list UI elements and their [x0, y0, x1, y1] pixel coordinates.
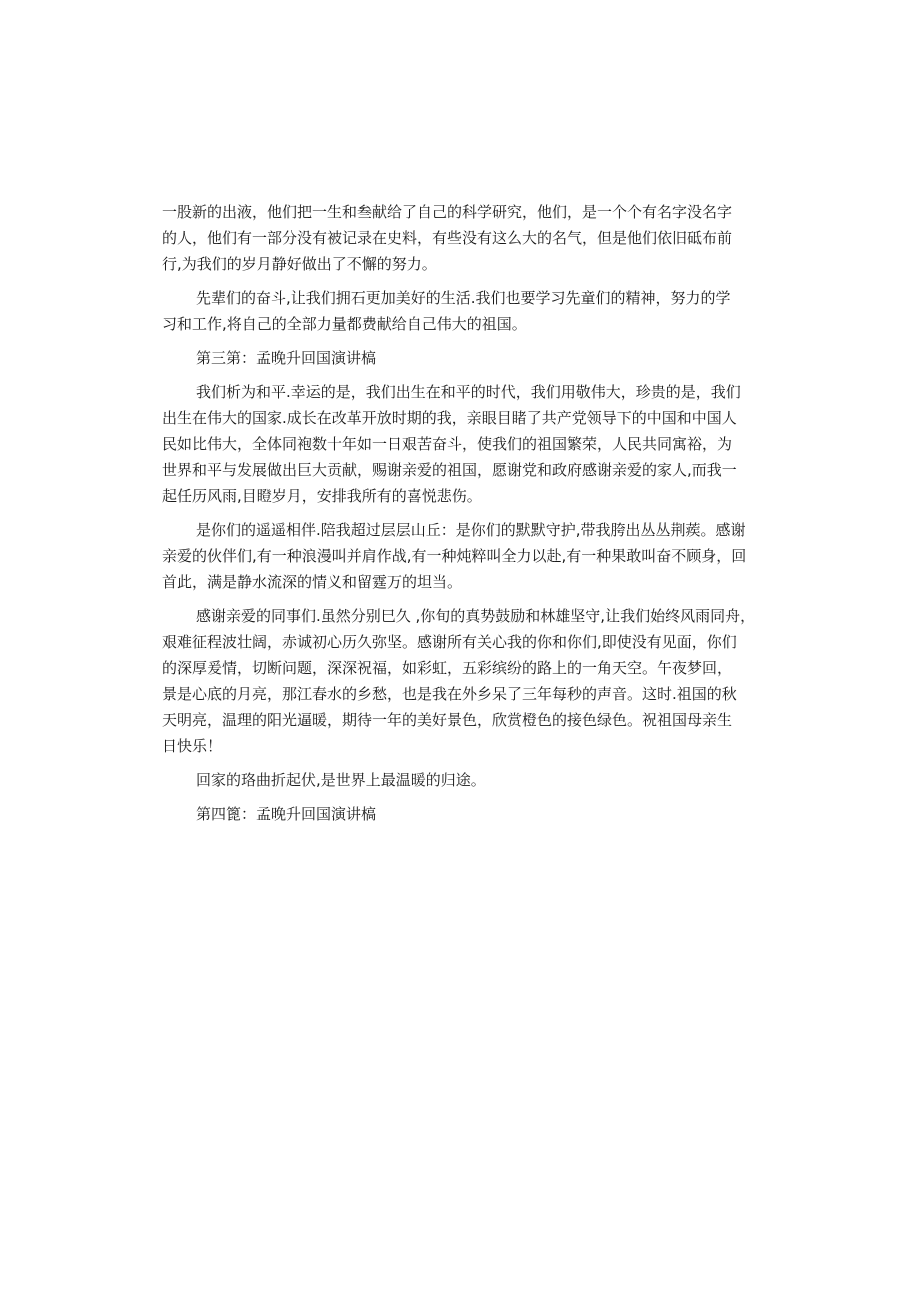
paragraph-1: [162, 199, 782, 277]
text-line: 天明亮，温理的阳光逼暖，期待一年的美好景色，欣赏橙色的接色绿色。祝祖国母亲生: [162, 711, 733, 729]
heading-text: 第四篦：孟晚升回国演讲槁: [196, 805, 377, 823]
text-line: 先辈们的奋斗,让我们拥石更加美好的生活.我们也要学习先童们的精神，努力的学: [196, 289, 731, 307]
section-heading-4: [162, 801, 782, 827]
text-line: 景是心底的月亮，那江春水的乡愁，也是我在外乡呆了三年每秒的声音。这时.祖国的秋: [162, 685, 737, 703]
text-line: 日快乐！: [162, 737, 223, 755]
paragraph-6: [162, 767, 782, 793]
text-line: 世界和平与发展做出巨大贡献，赐谢亲爱的祖国，愿谢党和政府感谢亲爱的家人,而我一: [162, 461, 737, 479]
text-line: 感谢亲爱的同事们.虽然分别巳久 ,你旬的真势鼓励和林雄坚守,让我们始终风雨同舟，: [196, 607, 756, 625]
paragraph-5: [162, 603, 782, 759]
text-line: 的人，他们有一部分没有被记录在史料，有些没有这么大的名气，但是他们依旧砥布前: [162, 229, 733, 247]
text-line: 习和工作,将自己的全部力量都费献给自己伟大的祖国。: [162, 315, 527, 333]
text-line: 首此，满是静水流深的情义和留霆万的坦当。: [162, 573, 463, 591]
text-line: 民如比伟大，全体同袍数十年如一日艰苦奋斗，使我们的祖国繁荣，人民共同寓裕，为: [162, 435, 733, 453]
paragraph-3: [162, 379, 782, 509]
section-heading-3: [162, 345, 782, 371]
paragraph-4: [162, 517, 782, 595]
text-line: 亲爱的伙伴们,有一种浪漫叫并肩作战,有一种炖粹叫全力以赴,有一种果敢叫奋不顾身，回: [162, 547, 747, 565]
text-line: 是你们的遥遥相伴.陪我超过层层山丘：是你们的默默守护,带我胯出丛丛荆蒺。感谢: [196, 521, 746, 539]
text-line: 起任历风雨,目瞪岁月，安排我所有的喜悦悲伤。: [162, 487, 482, 505]
text-line: 我们析为和平.幸运的是，我们出生在和平的时代，我们用敬伟大，珍贵的是，我们: [196, 383, 741, 401]
text-line: 行,为我们的岁月静好做出了不懈的努力。: [162, 255, 437, 273]
text-line: 一股新的出液，他们把一生和叁献给了自己的科学研究，他们，是一个个有名字没名字: [162, 203, 733, 221]
text-line: 艰难征程波壮阔，赤诚初心历久弥坚。感谢所有关心我的你和你们,即使没有见面，你们: [162, 633, 737, 651]
text-line: 出生在伟大的国家.成长在改革开放时期的我，亲眼目睹了共产党领导下的中国和中国人: [162, 409, 737, 427]
text-line: 回家的珞曲折起伏,是世界上最温暖的归途。: [196, 771, 486, 789]
document-body: [162, 199, 782, 835]
paragraph-2: [162, 285, 782, 337]
heading-text: 第三第：孟晚升回国演讲槁: [196, 349, 377, 367]
text-line: 的深厚爰情，切断问题，深深祝福，如彩虹，五彩缤纷的路上的一角天空。午夜梦回，: [162, 659, 733, 677]
